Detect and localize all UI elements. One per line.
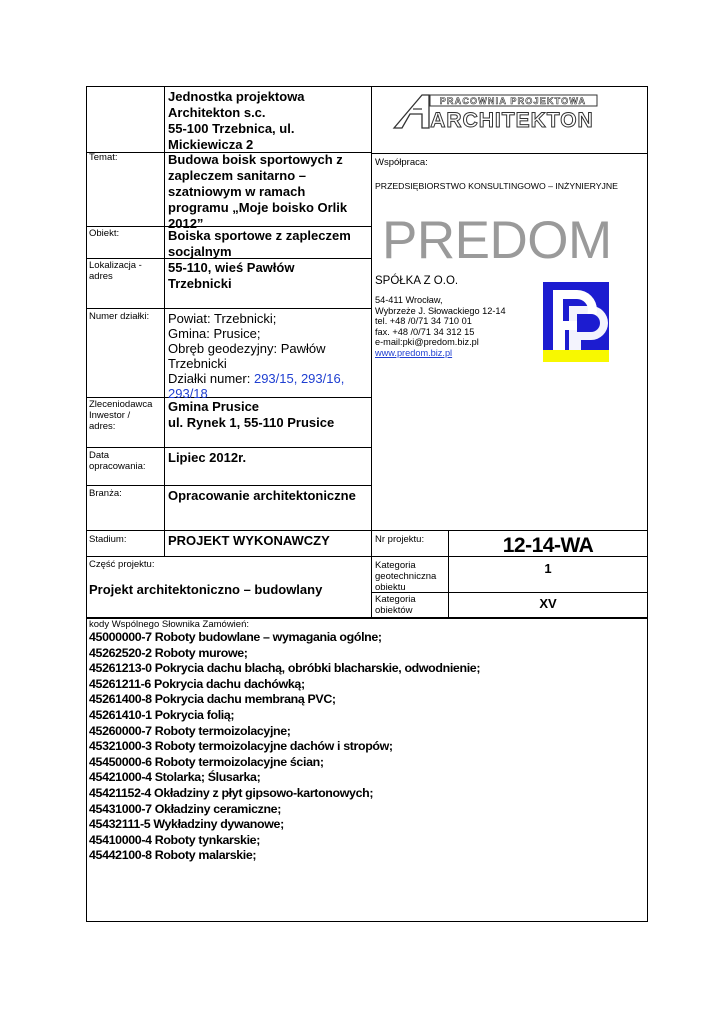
design-unit-line: Jednostka projektowa [168,89,305,104]
numer-dzialki-label: Numer działki: [89,311,150,322]
stadium-label: Stadium: [89,534,127,545]
address-line: fax. +48 /0/71 34 312 15 [375,326,475,337]
code-item: 45442100-8 Roboty malarskie; [89,848,257,863]
nr-projektu-label: Nr projektu: [375,534,425,545]
zleceniodawca-label-line: adres: [89,421,116,432]
data-label-line: opracowania: [89,461,146,472]
predom-logo-yellow [543,350,609,362]
lokalizacja-line: 55-110, wieś Pawłów [168,260,295,275]
logo-main-text: ARCHITEKTON [430,109,594,132]
numer-dzialki-value [168,311,344,401]
code-item: 45321000-3 Roboty termoizolacyjne dachów i stropów; [89,739,393,754]
code-item: 45000000-7 Roboty budowlane – wymagania ogólne; [89,630,382,644]
zleceniodawca-line: Gmina Prusice [168,399,260,414]
predom-logo-graphic [543,282,609,362]
code-item: 45260000-7 Roboty termoizolacyjne; [89,723,291,738]
dzialki-prefix: Działki numer: [168,371,254,386]
address-line: Wybrzeże J. Słowackiego 12-14 [375,305,506,316]
lokalizacja-value [168,260,294,292]
dzialki-numbers-2: 293/18 [168,386,208,401]
numer-line: Trzebnicki [168,356,227,371]
temat-value [168,152,347,232]
code-item: 45261400-8 Pokrycia dachu membraną PVC; [89,692,336,707]
numer-line: Obręb geodezyjny: Pawłów [168,341,326,356]
numer-line: Gmina: Prusice; [168,326,261,341]
czesc-projektu-label: Część projektu: [89,559,155,570]
cooperation-address [375,295,506,359]
code-item: 45432111-5 Wykładziny dywanowe; [89,817,284,832]
code-item: 45262520-2 Roboty murowe; [89,645,248,660]
cooperation-company-type: SPÓŁKA Z O.O. [375,275,459,287]
code-item: 45421152-4 Okładziny z płyt gipsowo-kartonowych; [89,785,374,800]
architekton-logo-graphic [392,92,602,132]
cooperation-company-full: PRZEDSIĘBIORSTWO KONSULTINGOWO – INŻYNIERYJNE [375,181,618,191]
branza-value: Opracowanie architektoniczne [168,488,356,503]
temat-line: zapleczem sanitarno – [168,168,306,183]
kategoria-geo-label-line: Kategoria [375,560,416,571]
code-item: 45261213-0 Pokrycia dachu blachą, obróbki blacharskie, odwodnienie; [89,661,481,676]
czesc-projektu-value: Projekt architektoniczno – budowlany [89,582,323,597]
kategoria-obiektow-label-line: obiektów [375,605,413,616]
temat-line: programu „Moje boisko Orlik [168,200,348,215]
design-unit-line: 55-100 Trzebnica, ul. [168,121,295,136]
obiekt-line: Boiska sportowe z zapleczem [168,228,351,243]
kategoria-geo-label-line: obiektu [375,582,406,593]
website-link[interactable]: www.predom.biz.pl [375,347,453,358]
data-label-line: Data [89,450,110,461]
data-value: Lipiec 2012r. [168,450,247,465]
address-line: 54-411 Wrocław, [375,295,443,305]
temat-label: Temat: [89,152,118,163]
zleceniodawca-line: ul. Rynek 1, 55-110 Prusice [168,415,335,430]
lokalizacja-label-line: Lokalizacja - [89,260,142,271]
predom-brand: PREDOM [382,211,612,270]
numer-line: Powiat: Trzebnicki; [168,311,277,326]
obiekt-line: socjalnym [168,244,232,259]
temat-line: 2012” [168,216,204,231]
cooperation-label: Współpraca: [375,157,428,168]
lokalizacja-label [89,260,142,282]
codes-label: kody Wspólnego Słownika Zamówień: [89,619,249,630]
codes-list [89,630,480,864]
kategoria-geo-label-line: geotechniczna [375,571,437,582]
kategoria-geo-value: 1 [544,561,552,576]
zleceniodawca-label-line: Inwestor / [89,410,131,421]
dzialki-numbers-1: 293/15, 293/16, [253,371,345,386]
address-line: e-mail:pki@predom.biz.pl [375,337,479,348]
kategoria-geo-label [375,560,436,593]
code-item: 45431000-7 Okładziny ceramiczne; [89,801,281,816]
data-label [89,450,146,472]
architekton-logo [392,92,602,132]
temat-line: Budowa boisk sportowych z [168,152,343,167]
code-item: 45450000-6 Roboty termoizolacyjne ścian; [89,754,324,769]
kategoria-obiektow-label-line: Kategoria [375,594,416,605]
stadium-value: PROJEKT WYKONAWCZY [168,533,330,548]
design-unit-line: Mickiewicza 2 [168,137,254,152]
zleceniodawca-label [89,399,152,432]
design-unit-line: Architekton s.c. [168,105,266,120]
code-item: 45421000-4 Stolarka; Ślusarka; [89,770,261,785]
branza-label: Branża: [89,488,122,499]
logo-top-text: PRACOWNIA PROJEKTOWA [439,96,587,106]
code-item: 45410000-4 Roboty tynkarskie; [89,832,260,847]
design-unit [168,89,305,153]
lokalizacja-line: Trzebnicki [168,276,232,291]
code-item: 45261211-6 Pokrycia dachu dachówką; [89,676,305,691]
dzialki-numbers [168,371,344,386]
predom-logo-icon [543,282,609,362]
nr-projektu-value: 12-14-WA [502,534,594,557]
kategoria-obiektow-value: XV [539,596,557,611]
temat-line: szatniowym w ramach [168,184,306,199]
kategoria-obiektow-label [375,594,416,616]
zleceniodawca-value [168,399,334,431]
address-line: tel. +48 /0/71 34 710 01 [375,316,472,327]
code-item: 45261410-1 Pokrycia folią; [89,707,235,722]
obiekt-value [168,228,351,260]
obiekt-label: Obiekt: [89,228,120,239]
zleceniodawca-label-line: Zleceniodawca [89,399,153,410]
lokalizacja-label-line: adres [89,271,113,282]
